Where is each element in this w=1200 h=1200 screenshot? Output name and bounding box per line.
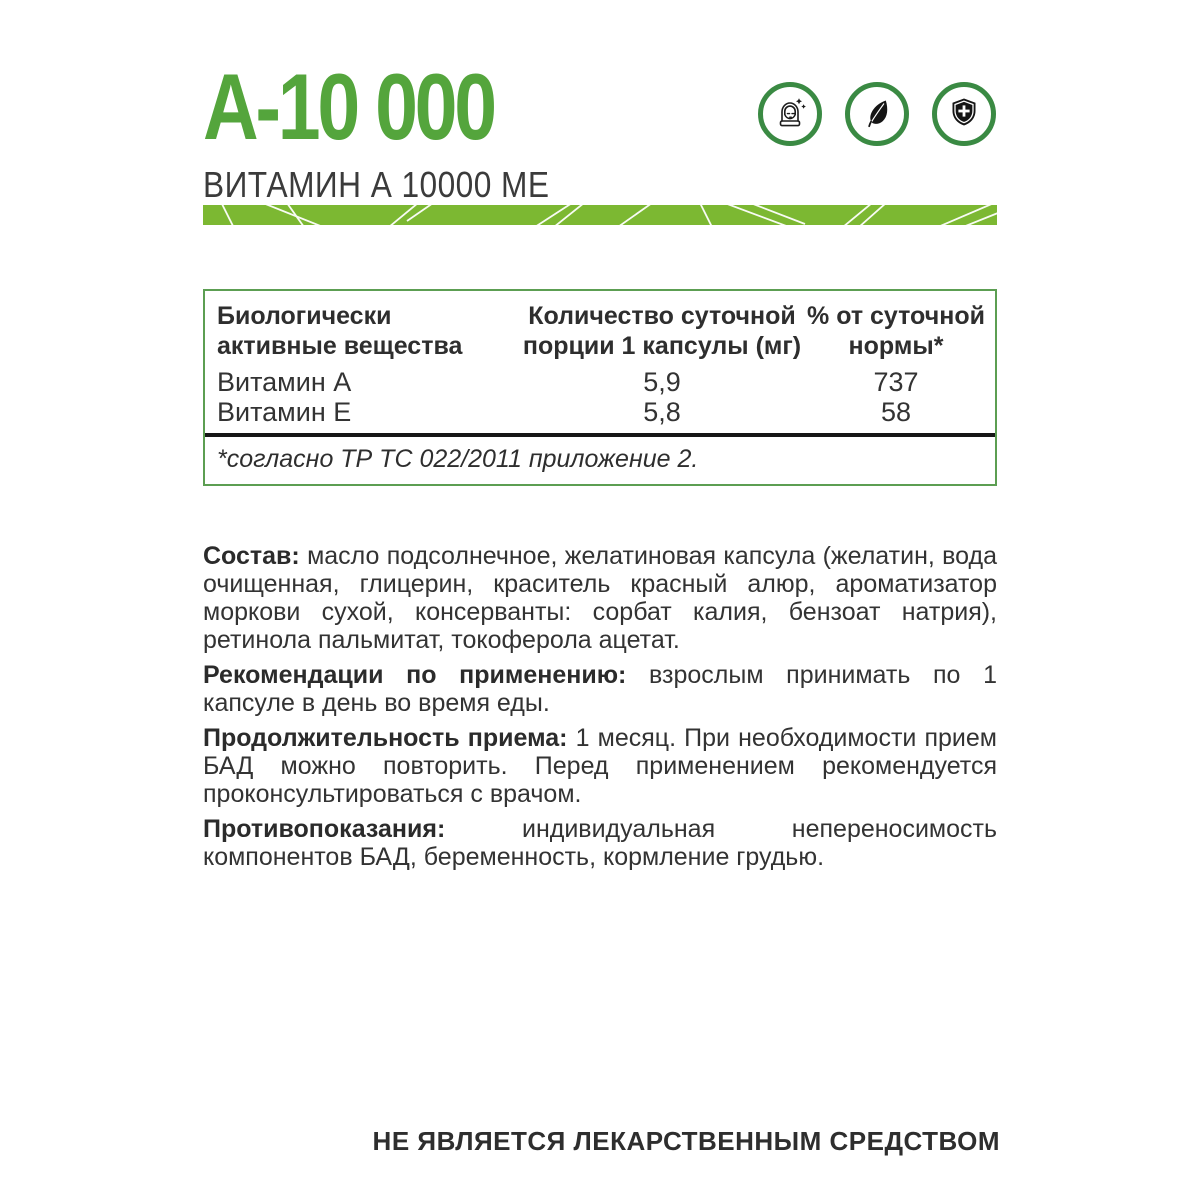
composition-label: Состав:: [203, 542, 300, 570]
composition-paragraph: [203, 542, 997, 654]
col-header-substances: Биологически активные вещества: [217, 302, 463, 360]
nutrition-table-body: [205, 365, 995, 433]
contraindications-label: Противопоказания:: [203, 815, 446, 843]
substance-amount: 5,8: [643, 397, 681, 427]
nutrition-table: [203, 289, 997, 486]
leaf-icon: [857, 92, 897, 137]
usage-recommendations-paragraph: [203, 661, 997, 717]
col-header-daily-value: % от суточной нормы*: [807, 302, 985, 360]
beauty-face-icon: [770, 92, 810, 137]
contraindications-text: индивидуальная непереносимость компонентов БАД, беременность, кормление грудью.: [203, 815, 997, 871]
substance-name: Витамин Е: [217, 397, 352, 427]
substance-daily-percent: 58: [880, 397, 912, 427]
natural-badge: [845, 82, 909, 146]
badge-icons-row: [758, 82, 996, 146]
substance-name: Витамин А: [217, 367, 352, 397]
nutrition-table-header: [205, 291, 995, 365]
duration-label: Продолжительность приема:: [203, 724, 568, 752]
shield-plus-icon: [944, 92, 984, 137]
table-row: [217, 367, 985, 397]
substance-daily-percent: 737: [873, 367, 919, 397]
table-row: [217, 397, 985, 427]
col-header-amount: Количество суточной порции 1 капсулы (мг): [522, 302, 802, 360]
header: [203, 54, 597, 206]
composition-text: масло подсолнечное, желатиновая капсула (желатин, вода очищенная, глицерин, краситель красный алюр, ароматизатор моркови сухой, консерванты: сорбат калия, бензоат натрия), ретинола пальмитат, токоферола ацетат.: [203, 542, 997, 654]
duration-paragraph: [203, 724, 997, 808]
usage-recommendations-label: Рекомендации по применению:: [203, 661, 627, 689]
duration-text: 1 месяц. При необходимости прием БАД можно повторить. Перед применением рекомендуется проконсультироваться с врачом.: [203, 724, 997, 808]
protection-badge: [932, 82, 996, 146]
usage-recommendations-text: взрослым принимать по 1 капсуле в день во время еды.: [203, 661, 997, 717]
beauty-badge: [758, 82, 822, 146]
decorative-green-bar: [203, 205, 997, 225]
product-subtitle: ВИТАМИН А 10000 МЕ: [203, 164, 550, 206]
info-section: [203, 542, 997, 878]
product-title: А-10 000: [203, 54, 494, 159]
not-a-medicine-disclaimer: НЕ ЯВЛЯЕТСЯ ЛЕКАРСТВЕННЫМ СРЕДСТВОМ: [372, 1126, 1000, 1156]
contraindications-paragraph: [203, 815, 997, 871]
table-footnote: *согласно ТР ТС 022/2011 приложение 2.: [205, 433, 995, 484]
substance-amount: 5,9: [643, 367, 681, 397]
